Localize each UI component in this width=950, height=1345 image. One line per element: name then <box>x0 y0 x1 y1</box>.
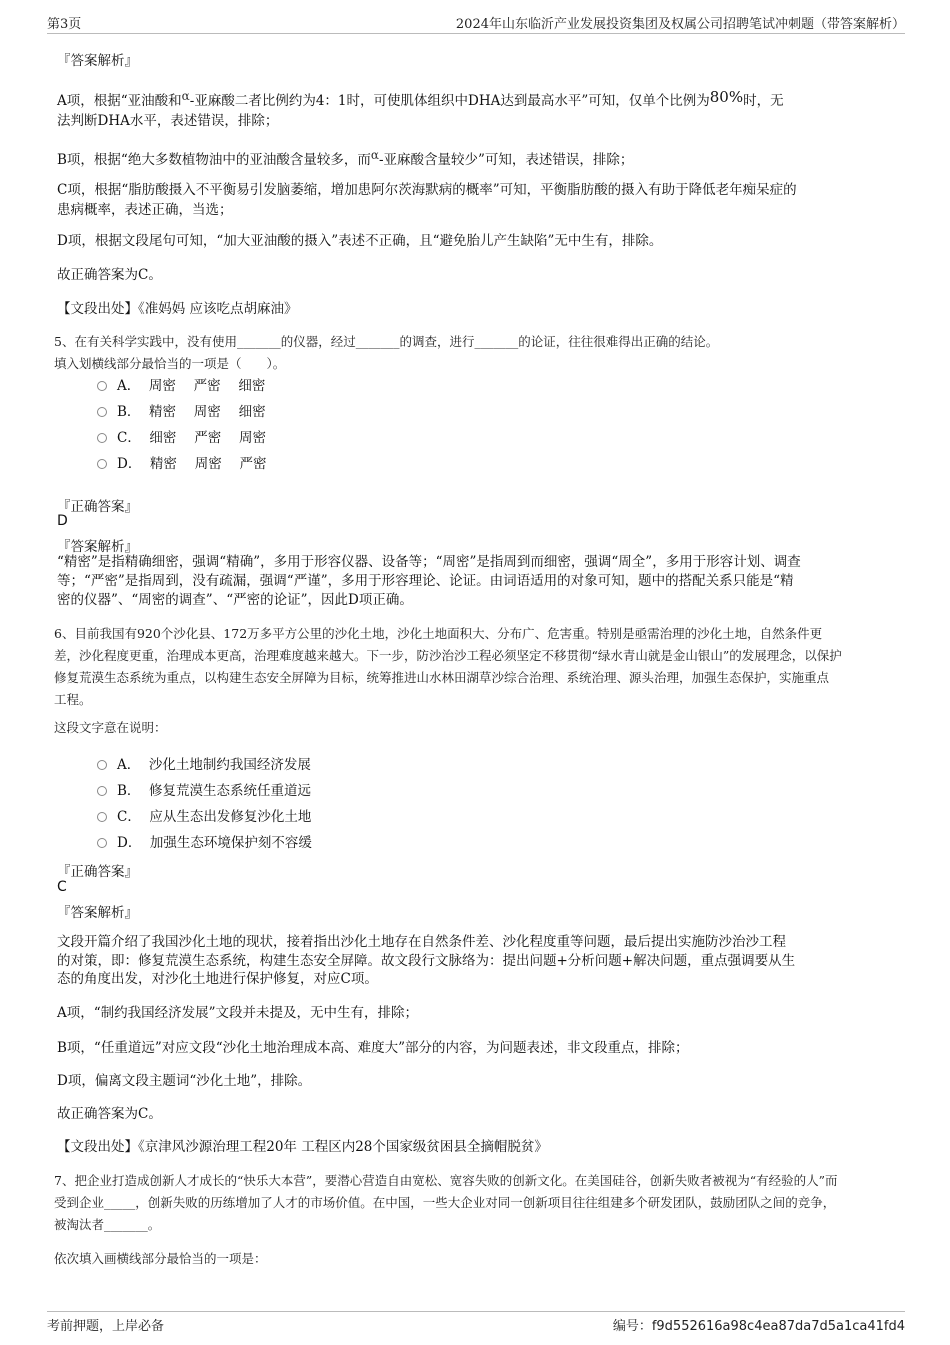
q6-option-d[interactable]: D． 加强生态环境保护刻不容缓 <box>97 830 312 852</box>
q6-conclusion: 故正确答案为C。 <box>57 1106 162 1122</box>
q6-analysis-label: 『答案解析』 <box>57 905 138 921</box>
q7-prompt: 依次填入画横线部分最恰当的一项是： <box>54 1251 267 1266</box>
q6-source: 【文段出处】《京津风沙源治理工程20年 工程区内28个国家级贫困县全摘帽脱贫》 <box>57 1139 548 1155</box>
page-footer <box>47 1311 905 1336</box>
radio-icon[interactable] <box>97 786 107 796</box>
q4-option-a-analysis: A项，根据“亚油酸和α-亚麻酸二者比例约为4：1时，可使肌体组织中DHA达到最高水平”可知，仅单个比例为80%时，无 法判断DHA水平，表述错误，排除； <box>57 88 784 129</box>
q7-stem: 7、把企业打造成创新人才成长的“快乐大本营”，要潜心营造自由宽松、宽容失败的创新文化。在美国硅谷，创新失败者被视为“有经验的人”而 受到企业_____，创新失败的历练增加了人才的市场价值。在中国，一些大企业对同一创新项目往往组建多个研发团队，鼓励团队之间的竞争， 被淘汰者_______。 <box>54 1173 838 1232</box>
q5-option-a[interactable]: A． 周密 严密 细密 <box>97 373 265 395</box>
q6-option-a-analysis: A项，“制约我国经济发展”文段并未提及，无中生有，排除； <box>57 1005 419 1021</box>
q4-conclusion: 故正确答案为C。 <box>57 267 162 283</box>
analysis-label: 『答案解析』 <box>57 53 138 69</box>
q6-stem: 6、目前我国有920个沙化县、172万多平方公里的沙化土地，沙化土地面积大、分布广、危害重。特别是亟需治理的沙化土地，自然条件更 差，沙化程度更重，治理成本更高，治理难度越来越大。下一步，防沙治沙工程必须坚定不移贯彻“绿水青山就是金山银山”的发展理念，以保护 修复荒漠生态系统为重点，以构建生态安全屏障为目标，统筹推进山水林田湖草沙综合治理、系统治理、源头治理，加强生态保护，实施重点 工程。 <box>54 626 842 707</box>
q6-answer-label: 『正确答案』 <box>57 864 138 880</box>
radio-icon[interactable] <box>97 381 107 391</box>
q5-answer: D <box>57 513 68 529</box>
q4-option-b-analysis: B项，根据“绝大多数植物油中的亚油酸含量较多，而α-亚麻酸含量较少”可知，表述错误，排除； <box>57 148 634 168</box>
document-code: 编号：f9d552616a98c4ea87da7d5a1ca41fd4 <box>612 1319 905 1334</box>
q6-option-b-analysis: B项，“任重道远”对应文段“沙化土地治理成本高、难度大”部分的内容，为问题表述，非文段重点，排除； <box>57 1040 689 1056</box>
q5-analysis-label: 『答案解析』 <box>57 539 138 555</box>
radio-icon[interactable] <box>97 838 107 848</box>
page-number: 第3页 <box>47 17 82 32</box>
radio-icon[interactable] <box>97 407 107 417</box>
q5-stem: 5、在有关科学实践中，没有使用_______的仪器，经过_______的调查，进行_______的论证，往往很难得出正确的结论。 填入划横线部分最恰当的一项是（ ）。 <box>54 334 719 371</box>
q6-option-b[interactable]: B． 修复荒漠生态系统任重道远 <box>97 778 311 800</box>
radio-icon[interactable] <box>97 433 107 443</box>
q6-option-a[interactable]: A． 沙化土地制约我国经济发展 <box>97 752 311 774</box>
q5-option-d[interactable]: D． 精密 周密 严密 <box>97 451 267 473</box>
radio-icon[interactable] <box>97 760 107 770</box>
q5-option-b[interactable]: B． 精密 周密 细密 <box>97 399 266 421</box>
q6-prompt: 这段文字意在说明： <box>54 720 167 735</box>
q6-option-d-analysis: D项，偏离文段主题词“沙化土地”，排除。 <box>57 1073 312 1089</box>
q5-answer-label: 『正确答案』 <box>57 499 138 515</box>
radio-icon[interactable] <box>97 812 107 822</box>
q4-source: 【文段出处】《准妈妈 应该吃点胡麻油》 <box>57 301 298 317</box>
q5-analysis: “精密”是指精确细密，强调“精确”，多用于形容仪器、设备等；“周密”是指周到而细密，强调“周全”，多用于形容计划、调查 等；“严密”是指周到，没有疏漏，强调“严谨”，多用于形容理论、论证。由词语适用的对象可知，题中的搭配关系只能是“精 密的仪器”、“周密的调查”、“严密的论证”，因此D项正确。 <box>57 554 801 608</box>
q6-answer: C <box>57 879 67 895</box>
q6-option-c[interactable]: C． 应从生态出发修复沙化土地 <box>97 804 311 826</box>
footer-slogan: 考前押题，上岸必备 <box>47 1319 165 1334</box>
page-header <box>47 13 905 34</box>
q4-option-c-analysis: C项，根据“脂肪酸摄入不平衡易引发脑萎缩，增加患阿尔茨海默病的概率”可知，平衡脂肪酸的摄入有助于降低老年痴呆症的 患病概率，表述正确，当选； <box>57 182 797 218</box>
radio-icon[interactable] <box>97 459 107 469</box>
document-title: 2024年山东临沂产业发展投资集团及权属公司招聘笔试冲刺题（带答案解析） <box>455 17 905 32</box>
q4-option-d-analysis: D项，根据文段尾句可知，“加大亚油酸的摄入”表述不正确，且“避免胎儿产生缺陷”无中生有，排除。 <box>57 233 663 249</box>
q6-analysis: 文段开篇介绍了我国沙化土地的现状，接着指出沙化土地存在自然条件差、沙化程度重等问题，最后提出实施防沙治沙工程 的对策，即：修复荒漠生态系统，构建生态安全屏障。故文段行文脉络为：提出问题+分析问题+解决问题，重点强调要从生 态的角度出发，对沙化土地进行保护修复，对应C项。 <box>57 934 796 987</box>
q5-option-c[interactable]: C． 细密 严密 周密 <box>97 425 266 447</box>
